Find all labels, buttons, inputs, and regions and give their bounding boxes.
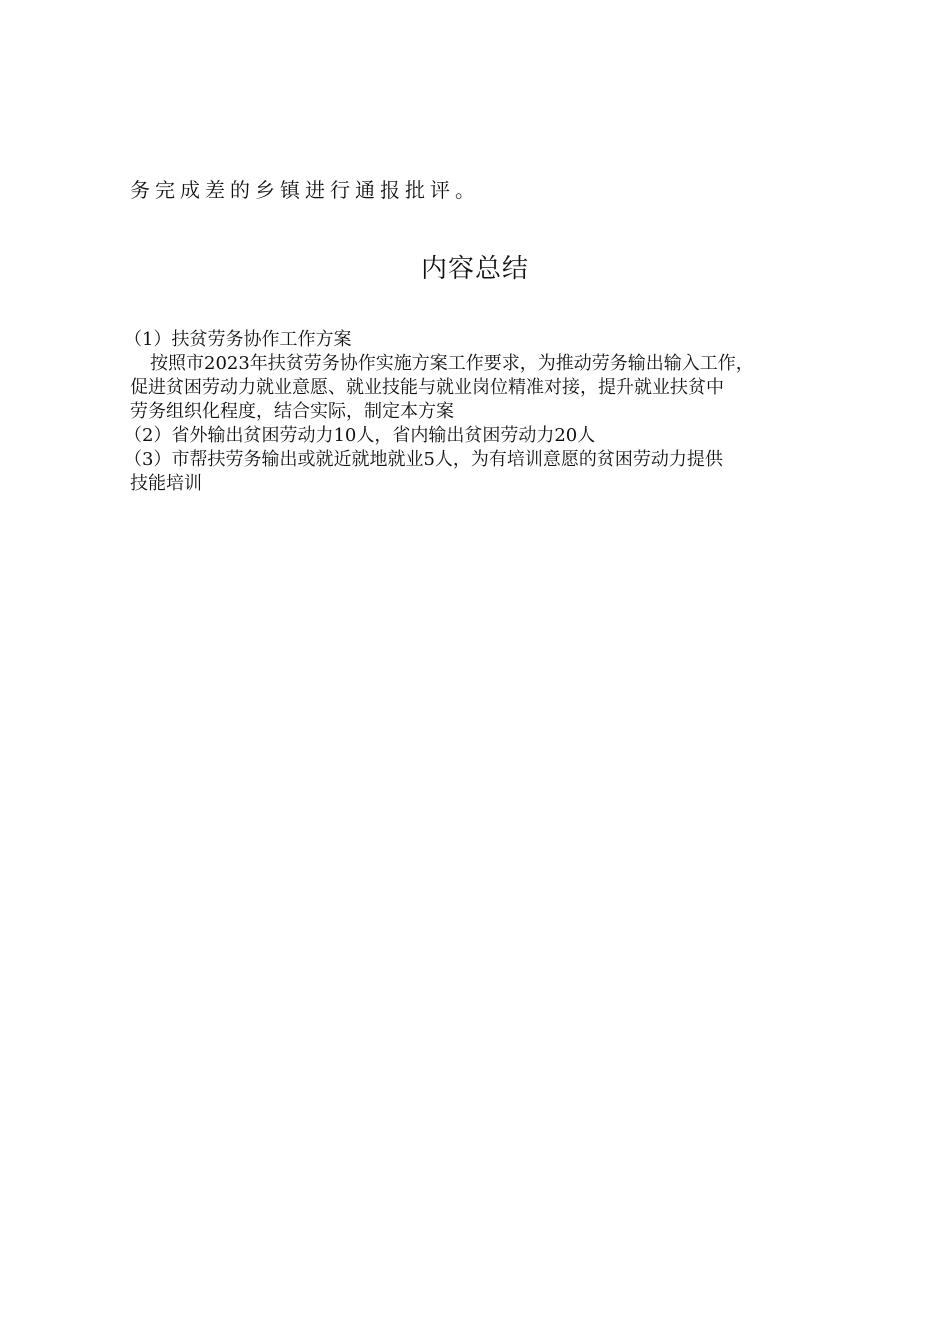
summary-item-2: （2）省外输出贫困劳动力10人，省内输出贫困劳动力20人	[124, 425, 596, 446]
summary-item-3-line-2: 技能培训	[130, 473, 202, 494]
summary-item-1-line-3: 劳务组织化程度，结合实际，制定本方案	[130, 401, 454, 422]
summary-item-1-line-1: 按照市2023年扶贫劳务协作实施方案工作要求，为推动劳务输出输入工作，	[150, 353, 754, 374]
summary-body	[124, 328, 830, 496]
summary-item-1-heading: （1）扶贫劳务协作工作方案	[124, 329, 352, 350]
summary-heading: 内容总结	[420, 254, 529, 284]
summary-item-3-line-1: （3）市帮扶劳务输出或就近就地就业5人，为有培训意愿的贫困劳动力提供	[124, 449, 723, 470]
summary-item-1-line-2: 促进贫困劳动力就业意愿、就业技能与就业岗位精准对接，提升就业扶贫中	[130, 377, 724, 398]
carry-over-paragraph-end: 务完成差的乡镇进行通报批评。	[130, 178, 480, 202]
